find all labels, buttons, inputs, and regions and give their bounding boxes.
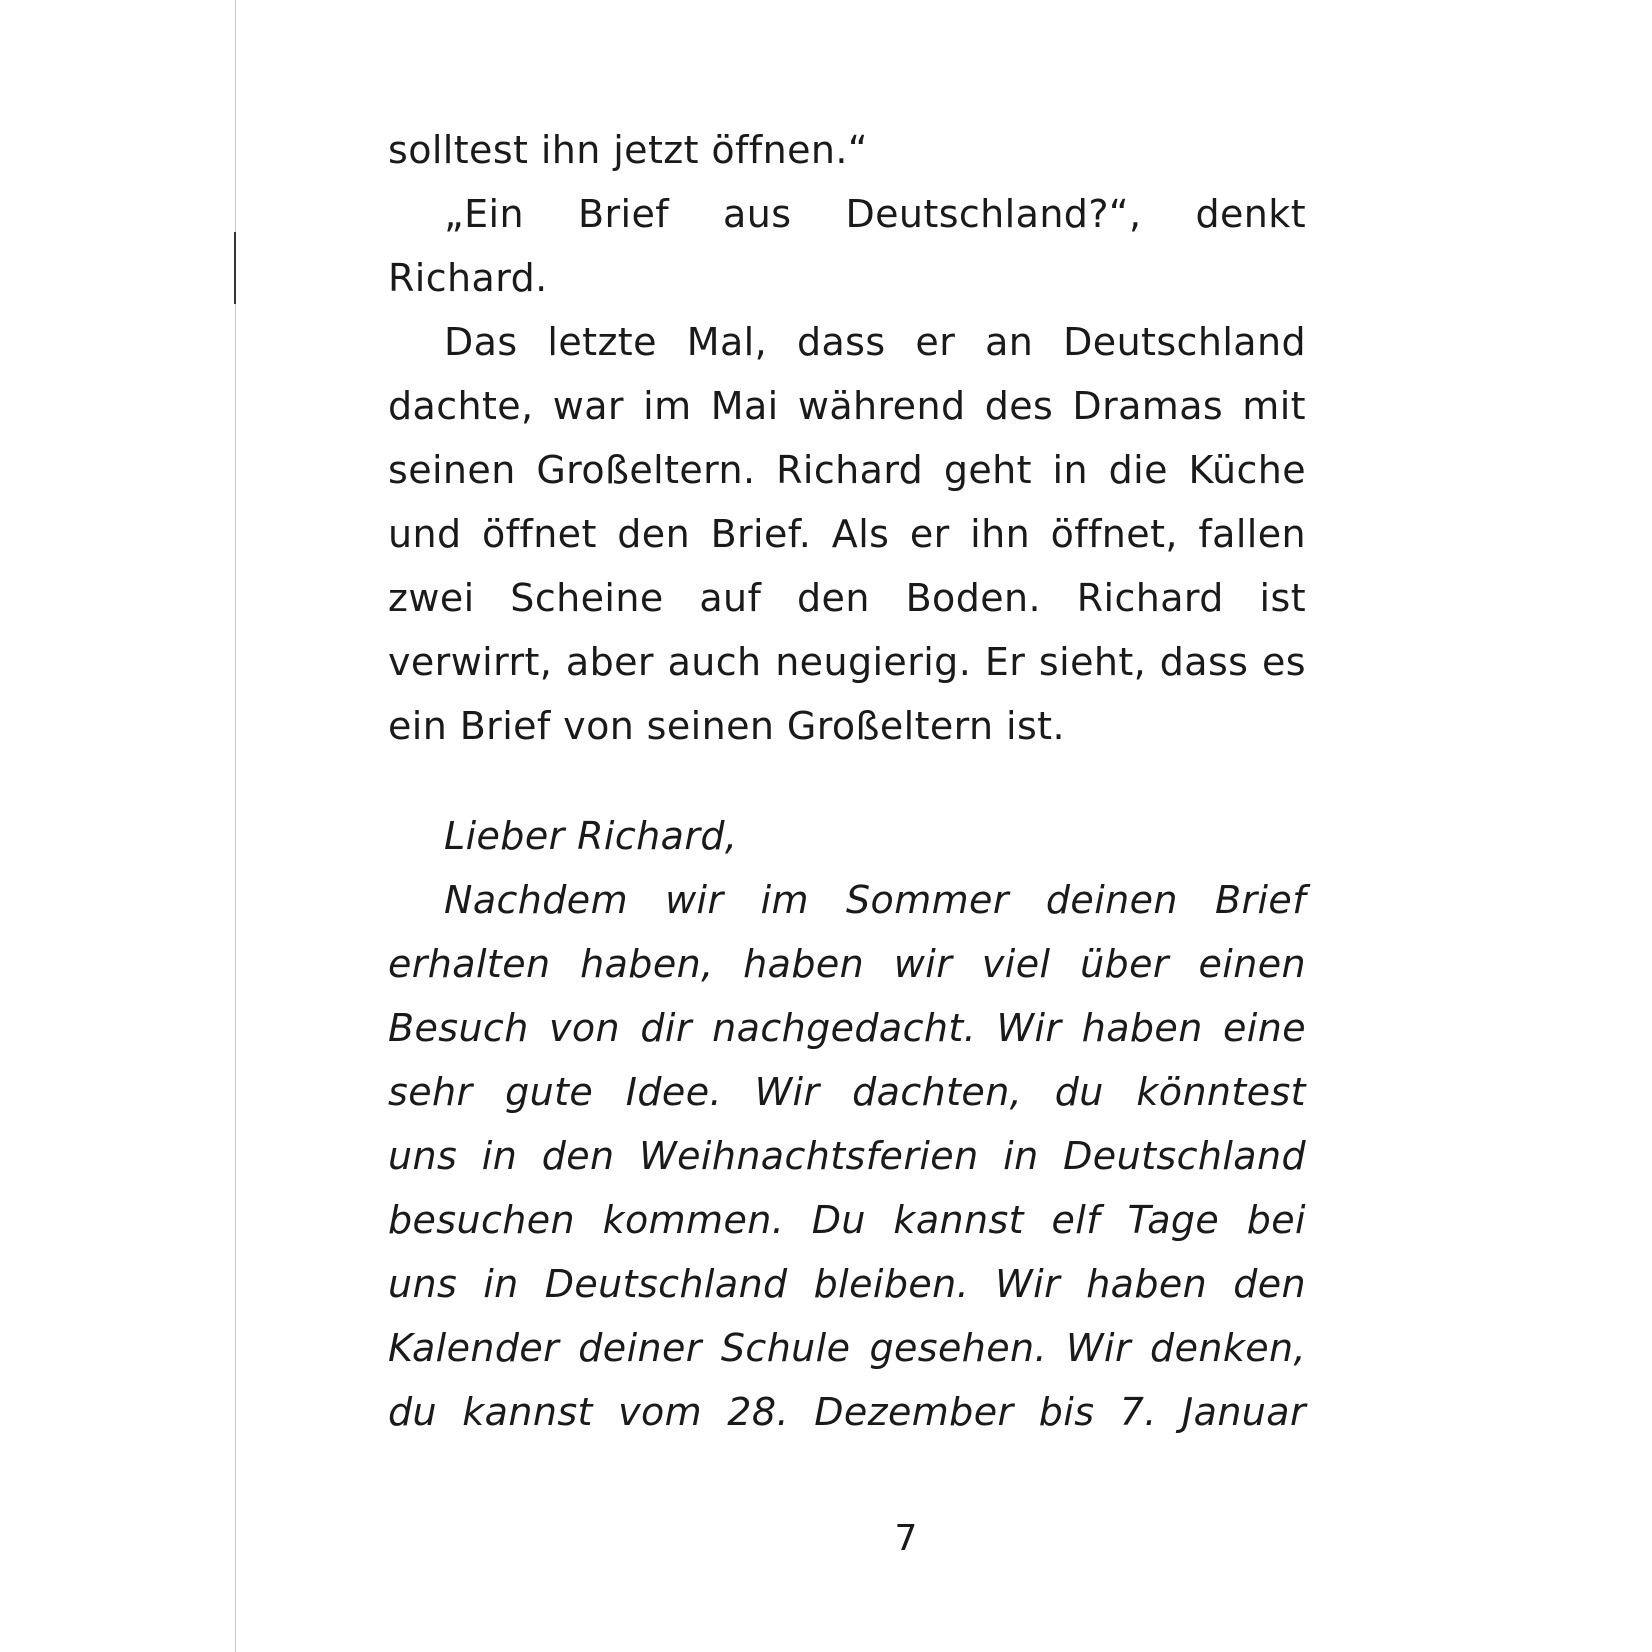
narrative-line: solltest ihn jetzt öffnen.“ [388, 128, 868, 172]
narrative-line: und öffnet den Brief. Als er ihn öffnet, fallen [388, 512, 1306, 556]
narrative-line: Richard. [388, 256, 548, 300]
page-number: 7 [894, 1518, 918, 1559]
letter-line: Besuch von dir nachgedacht. Wir haben eine [388, 1006, 1306, 1050]
narrative-line: ein Brief von seinen Großeltern ist. [388, 704, 1065, 748]
page-gutter-mark [234, 232, 236, 304]
narrative-line: verwirrt, aber auch neugierig. Er sieht, dass es [388, 640, 1306, 684]
page-body [388, 118, 1306, 1444]
narrative-line: dachte, war im Mai während des Dramas mit [388, 384, 1306, 428]
letter-line: besuchen kommen. Du kannst elf Tage bei [388, 1198, 1306, 1242]
letter-salutation: Lieber Richard, [444, 814, 738, 858]
letter-line: Kalender deiner Schule gesehen. Wir denken, [388, 1326, 1306, 1370]
narrative-line: seinen Großeltern. Richard geht in die Küche [388, 448, 1306, 492]
narrative-line: Das letzte Mal, dass er an Deutschland [444, 320, 1306, 364]
letter-line: erhalten haben, haben wir viel über einen [388, 942, 1306, 986]
letter-line: uns in den Weihnachtsferien in Deutschland [388, 1134, 1306, 1178]
letter-line: uns in Deutschland bleiben. Wir haben den [388, 1262, 1306, 1306]
narrative-line: „Ein Brief aus Deutschland?“, denkt [444, 192, 1306, 236]
letter-line: du kannst vom 28. Dezember bis 7. Januar [388, 1390, 1306, 1434]
paragraph-gap [388, 758, 1306, 804]
narrative-line: zwei Scheine auf den Boden. Richard ist [388, 576, 1306, 620]
letter-line: Nachdem wir im Sommer deinen Brief [444, 878, 1306, 922]
letter-line: sehr gute Idee. Wir dachten, du könntest [388, 1070, 1306, 1114]
